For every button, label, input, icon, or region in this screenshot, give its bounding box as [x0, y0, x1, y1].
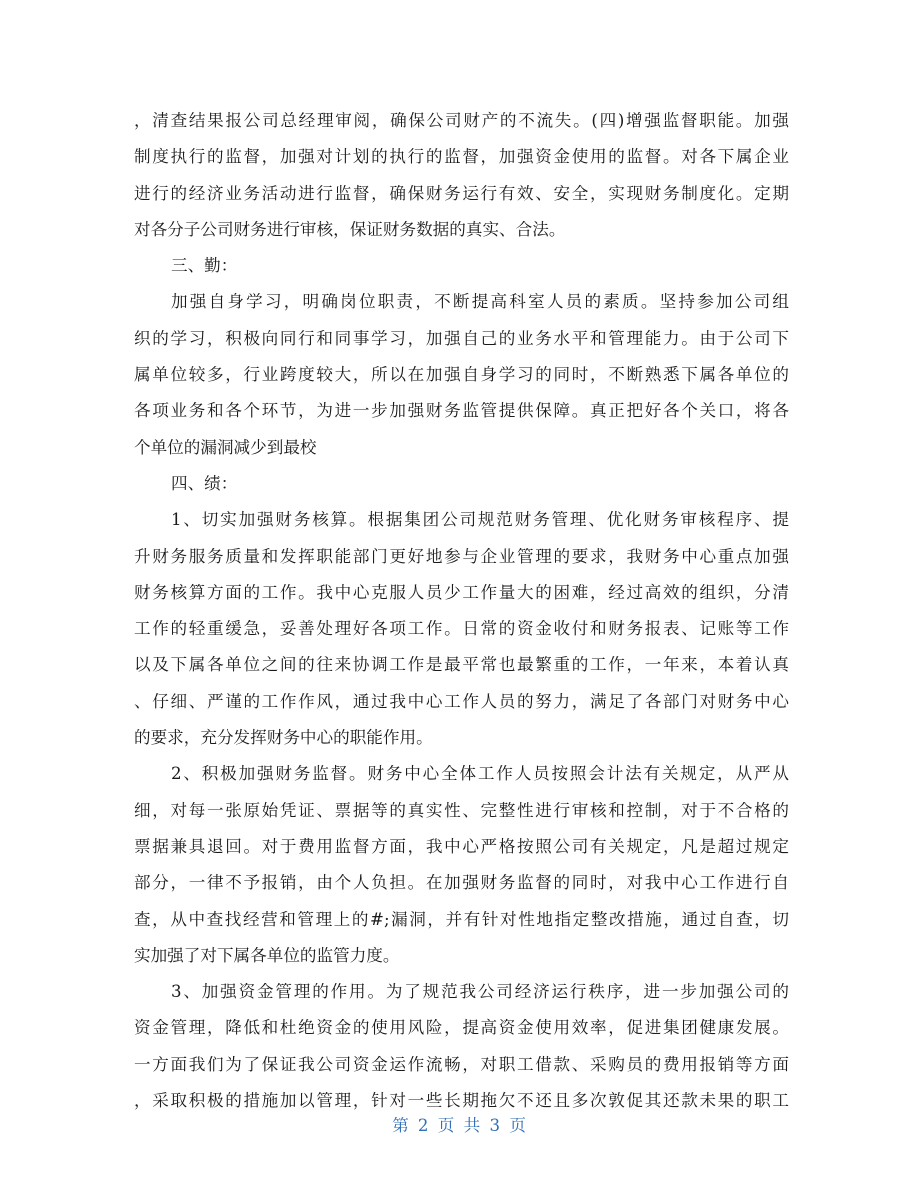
text-line: 工作的轻重缓急，妥善处理好各项工作。日常的资金收付和财务报表、记账等工作: [134, 619, 789, 639]
text-line: 制度执行的监督，加强对计划的执行的监督，加强资金使用的监督。对各下属企业: [134, 147, 789, 167]
text-line: 财务核算方面的工作。我中心克服人员少工作量大的困难，经过高效的组织，分清: [134, 582, 789, 602]
text-line: 四、绩：: [171, 473, 238, 493]
text-line: 、仔细、严谨的工作作风，通过我中心工作人员的努力，满足了各部门对财务中心: [134, 691, 789, 711]
text-line: 属单位较多，行业跨度较大，所以在加强自身学习的同时，不断熟悉下属各单位的: [134, 365, 789, 385]
text-line: 三、勤：: [171, 256, 238, 276]
page-footer: 第 2 页 共 3 页: [392, 1116, 528, 1135]
text-line: 一方面我们为了保证我公司资金运作流畅，对职工借款、采购员的费用报销等方面: [134, 1054, 789, 1074]
text-line: 票据兼具退回。对于费用监督方面，我中心严格按照公司有关规定，凡是超过规定: [134, 836, 789, 856]
text-line: 升财务服务质量和发挥职能部门更好地参与企业管理的要求，我财务中心重点加强: [134, 546, 789, 566]
text-line: 对各分子公司财务进行审核，保证财务数据的真实、合法。: [134, 219, 566, 239]
text-line: 以及下属各单位之间的往来协调工作是最平常也最繁重的工作，一年来，本着认真: [134, 655, 789, 675]
text-line: 2、积极加强财务监督。财务中心全体工作人员按照会计法有关规定，从严从: [171, 764, 789, 784]
text-line: 进行的经济业务活动进行监督，确保财务运行有效、安全，实现财务制度化。定期: [134, 183, 789, 203]
text-line: 织的学习，积极向同行和同事学习，加强自己的业务水平和管理能力。由于公司下: [134, 328, 789, 348]
text-line: 1、切实加强财务核算。根据集团公司规范财务管理、优化财务审核程序、提: [171, 510, 789, 530]
text-line: ，清查结果报公司总经理审阅，确保公司财产的不流失。(四)增强监督职能。加强: [134, 111, 789, 130]
text-line: 3、加强资金管理的作用。为了规范我公司经济运行秩序，进一步加强公司的: [171, 982, 789, 1002]
text-line: 个单位的漏洞减少到最校: [134, 437, 317, 457]
text-line: 加强自身学习，明确岗位职责，不断提高科室人员的素质。坚持参加公司组: [171, 292, 789, 312]
text-line: 细，对每一张原始凭证、票据等的真实性、完整性进行审核和控制，对于不合格的: [134, 800, 789, 820]
text-line: 资金管理，降低和杜绝资金的使用风险，提高资金使用效率，促进集团健康发展。: [134, 1018, 789, 1038]
text-line: 各项业务和各个环节，为进一步加强财务监管提供保障。真正把好各个关口，将各: [134, 401, 789, 421]
text-line: 部分，一律不予报销，由个人负担。在加强财务监督的同时，对我中心工作进行自: [134, 873, 789, 893]
body-text: [134, 103, 789, 1119]
text-line: ，采取积极的措施加以管理，针对一些长期拖欠不还且多次敦促其还款未果的职工: [134, 1091, 789, 1111]
text-line: 查，从中查找经营和管理上的#;漏洞，并有针对性地指定整改措施，通过自查，切: [134, 909, 789, 929]
text-line: 的要求，充分发挥财务中心的职能作用。: [134, 728, 433, 748]
text-line: 实加强了对下属各单位的监管力度。: [134, 945, 400, 965]
